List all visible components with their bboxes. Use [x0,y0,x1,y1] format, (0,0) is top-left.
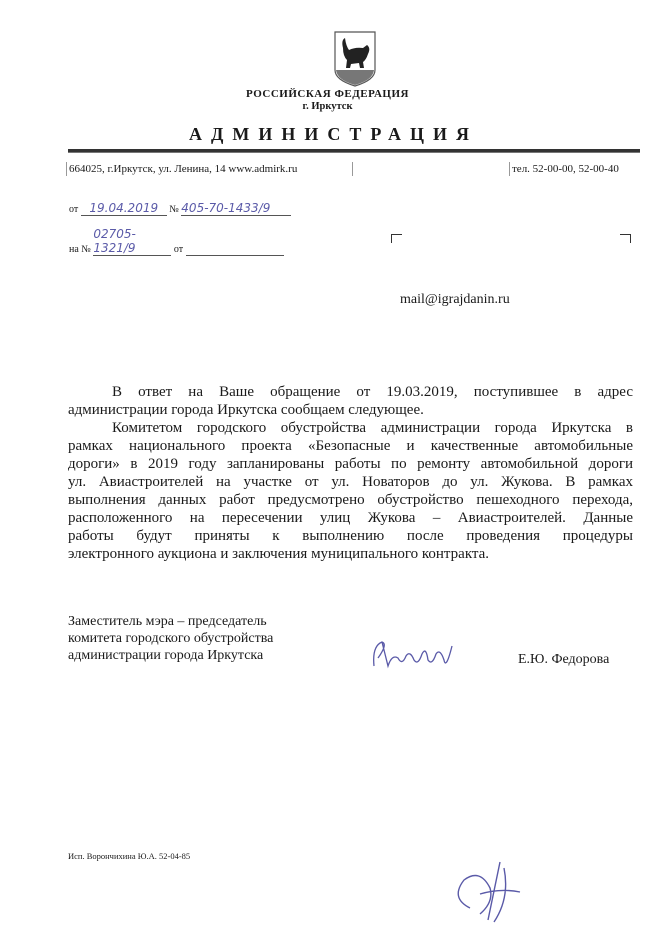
reply-from-label: от [173,244,184,255]
body-line: электронного аукциона и заключения муниципального контракта. [68,546,490,562]
position-line: администрации города Иркутска [68,648,264,663]
divider [509,162,510,176]
body-line: расположенного на пересечении улиц Жукова – Авиастроителей. Данные [68,510,633,526]
divider [66,162,67,176]
position-line: комитета городского обустройства [68,631,274,646]
address-corner [391,234,402,243]
body-line: дороги» в 2019 году запланированы работы по ремонту автомобильной дороги [68,456,633,472]
address: 664025, г.Иркутск, ул. Ленина, 14 www.admirk.ru [69,163,298,175]
position-line: Заместитель мэра – председатель [68,614,267,629]
body-line: рамках национального проекта «Безопасные и качественные автомобильные [68,438,633,454]
reply-number: 02705-1321/9 [93,227,171,256]
outgoing-number: 405-70-1433/9 [181,201,291,216]
executor-note: Исп. Ворончихина Ю.А. 52-04-85 [68,851,191,861]
address-corner [620,234,631,243]
header-rule [68,149,640,153]
body-line: Комитетом городского обустройства администрации города Иркутска в [112,420,633,436]
handwritten-signature [368,636,464,676]
reply-line [69,227,284,256]
body-line: администрации города Иркутска сообщаем следующее. [68,402,424,418]
body-line: ул. Авиастроителей на участке от ул. Новаторов до ул. Жукова. В рамках [68,474,633,490]
signatory-position [68,613,273,664]
initials-mark [450,858,530,928]
outgoing-date: 19.04.2019 [81,201,167,216]
signatory-name: Е.Ю. Федорова [518,652,610,667]
coat-of-arms-emblem [333,30,377,88]
reply-label: на № [69,244,91,255]
body-line: В ответ на Ваше обращение от 19.03.2019, поступившее в адрес [112,384,633,400]
phone: тел. 52-00-00, 52-00-40 [512,163,619,175]
from-label: от [69,204,79,215]
body-line: выполнения данных работ предусмотрено обустройство пешеходного перехода, [68,492,633,508]
registration-line [69,201,291,216]
number-label: № [169,204,179,215]
recipient-email: mail@igrajdanin.ru [400,292,510,307]
org-title: АДМИНИСТРАЦИЯ [188,124,479,144]
divider [352,162,353,176]
letter-body [68,383,633,563]
city-heading: г. Иркутск [302,101,353,112]
body-line: работы будут приняты к выполнению после проведения процедуры [68,528,633,544]
country-heading: РОССИЙСКАЯ ФЕДЕРАЦИЯ [246,88,409,100]
